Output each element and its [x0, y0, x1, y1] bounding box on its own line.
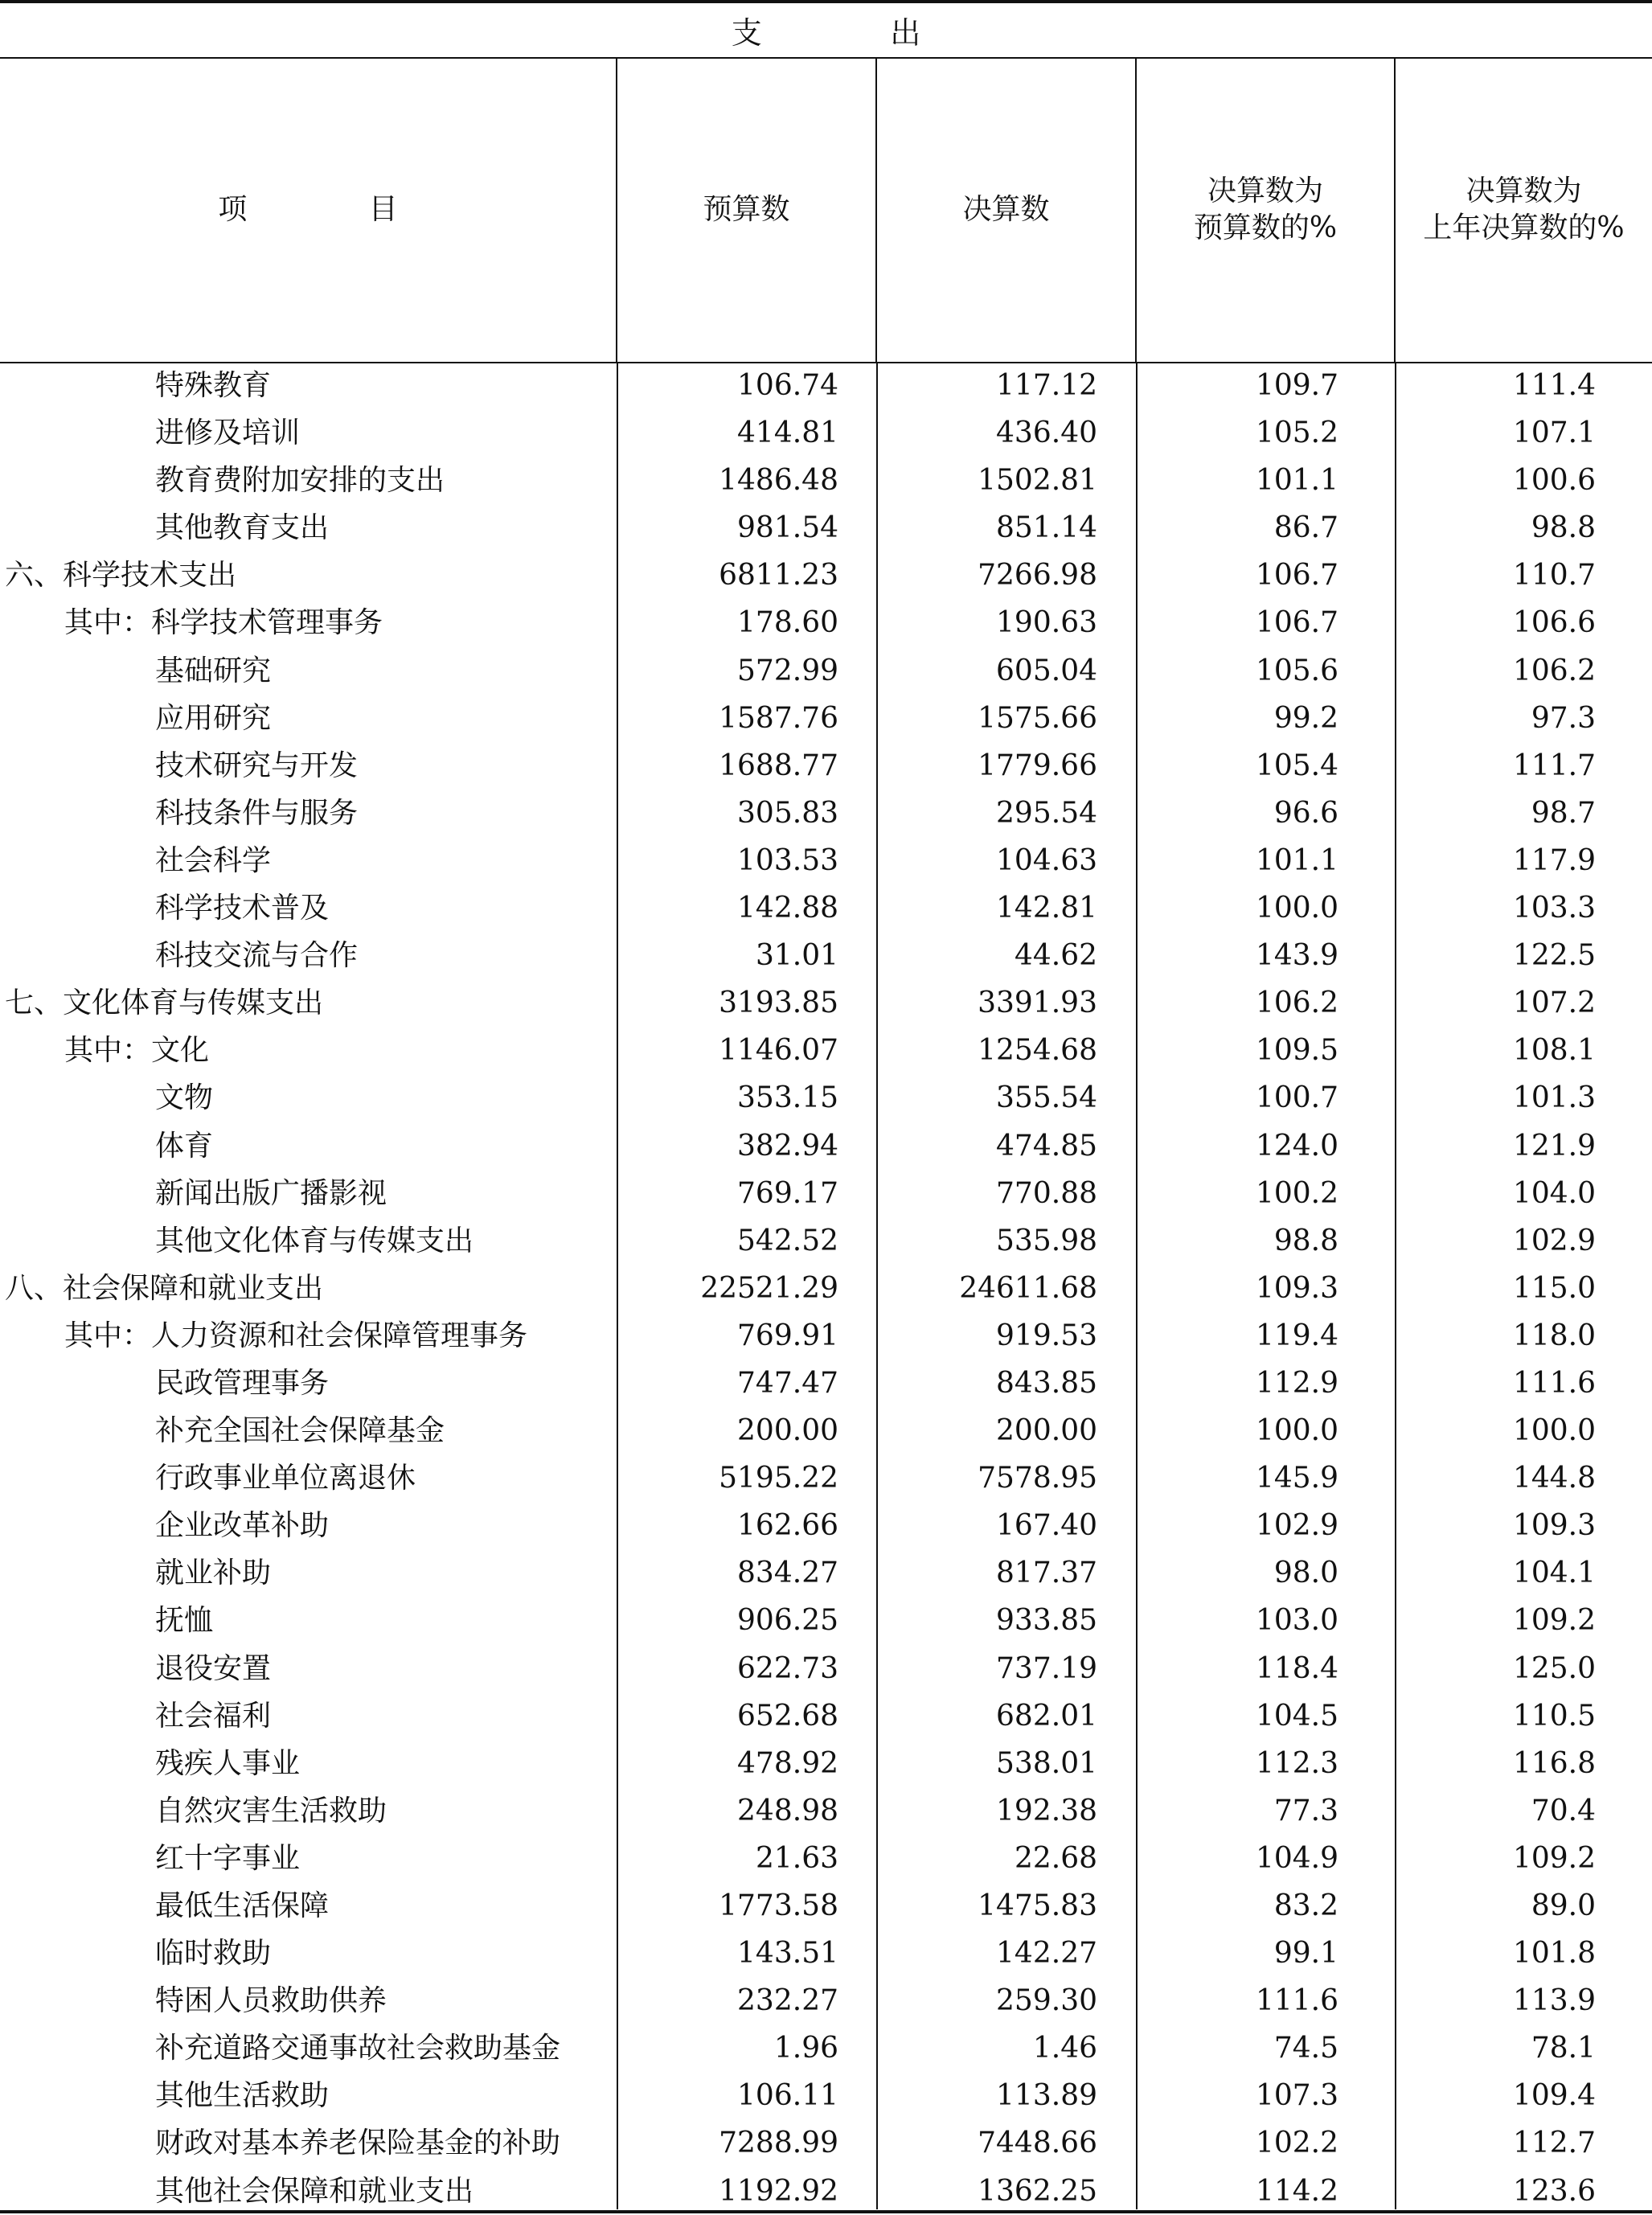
row-label-text: 补充道路交通事故社会救助基金 [155, 2032, 561, 2065]
row-label [155, 647, 271, 695]
cell-pct-budget: 98.0 [1273, 1557, 1338, 1590]
cell-budget: 21.63 [755, 1841, 838, 1875]
cell-pct-last-year: 106.2 [1512, 654, 1596, 687]
cell-budget: 305.83 [737, 796, 838, 830]
row-label [155, 2072, 329, 2119]
row-label-text: 自然灾害生活救助 [155, 1794, 387, 1827]
cell-final: 113.89 [996, 2079, 1097, 2113]
cell-final: 22.68 [1014, 1841, 1097, 1875]
row-label-text: 临时救助 [155, 1937, 272, 1971]
cell-pct-budget: 102.9 [1255, 1509, 1338, 1543]
cell-budget: 106.11 [737, 2079, 838, 2113]
cell-budget: 5195.22 [719, 1462, 838, 1495]
cell-pct-last-year: 103.3 [1512, 892, 1596, 925]
cell-pct-last-year: 112.7 [1512, 2127, 1596, 2160]
cell-pct-last-year: 104.1 [1512, 1557, 1596, 1590]
table-row [0, 1882, 1652, 1930]
cell-pct-last-year: 123.6 [1512, 2174, 1596, 2208]
cell-pct-budget: 101.1 [1255, 464, 1338, 498]
cell-pct-last-year: 109.2 [1512, 1841, 1596, 1875]
table-row [0, 2024, 1652, 2072]
cell-pct-last-year: 108.1 [1512, 1034, 1596, 1068]
cell-final: 474.85 [996, 1129, 1097, 1163]
cell-final: 538.01 [996, 1746, 1097, 1780]
table-row [0, 1835, 1652, 1882]
cell-pct-budget: 109.3 [1255, 1271, 1338, 1305]
cell-final: 7448.66 [978, 2127, 1097, 2160]
table-row [0, 884, 1652, 932]
row-label-text: 文化 [151, 1034, 210, 1068]
row-label [155, 695, 271, 742]
cell-pct-last-year: 78.1 [1531, 2032, 1596, 2065]
table-row [0, 2072, 1652, 2119]
table-row [0, 1074, 1652, 1122]
table-row [0, 2119, 1652, 2167]
table-body [0, 362, 1652, 2215]
cell-pct-last-year: 121.9 [1512, 1129, 1596, 1163]
cell-final: 200.00 [996, 1414, 1097, 1448]
row-label-text: 其他生活救助 [155, 2079, 330, 2113]
table-row [0, 1930, 1652, 1977]
row-label [155, 932, 358, 979]
row-label-text: 补充全国社会保障基金 [155, 1414, 445, 1448]
cell-budget: 31.01 [755, 939, 838, 973]
cell-pct-budget: 101.1 [1255, 843, 1338, 877]
cell-final: 737.19 [996, 1651, 1097, 1685]
cell-final: 190.63 [996, 606, 1097, 640]
cell-budget: 414.81 [737, 416, 838, 450]
cell-budget: 572.99 [737, 654, 838, 687]
cell-final: 192.38 [996, 1794, 1097, 1827]
row-label-text: 社会福利 [155, 1699, 272, 1733]
row-label-text: 科技条件与服务 [155, 796, 359, 830]
cell-pct-budget: 124.0 [1255, 1129, 1338, 1163]
cell-pct-last-year: 111.6 [1512, 1366, 1596, 1400]
cell-budget: 1486.48 [719, 464, 838, 498]
cell-final: 24611.68 [959, 1271, 1097, 1305]
cell-pct-last-year: 144.8 [1512, 1462, 1596, 1495]
row-label-text: 体育 [155, 1129, 214, 1163]
cell-budget: 1773.58 [719, 1889, 838, 1922]
section-title: 支 出 [731, 14, 970, 51]
cell-pct-budget: 112.9 [1255, 1366, 1338, 1400]
table-row [0, 695, 1652, 742]
table-row [0, 2168, 1652, 2215]
row-label [5, 979, 323, 1027]
header-pct-budget: 决算数为 预算数的% [1136, 58, 1395, 362]
row-label [155, 1170, 387, 1217]
cell-budget: 178.60 [737, 606, 838, 640]
cell-budget: 652.68 [737, 1699, 838, 1733]
cell-pct-last-year: 107.1 [1512, 416, 1596, 450]
row-label [155, 1930, 271, 1977]
cell-budget: 353.15 [737, 1081, 838, 1115]
cell-pct-budget: 109.7 [1255, 369, 1338, 402]
cell-pct-last-year: 113.9 [1512, 1984, 1596, 2018]
cell-pct-budget: 143.9 [1255, 939, 1338, 973]
cell-pct-last-year: 110.7 [1512, 559, 1596, 593]
header-pct-last-year: 决算数为 上年决算数的% [1395, 58, 1652, 362]
row-label-text: 进修及培训 [155, 416, 301, 450]
row-label-text: 就业补助 [155, 1557, 272, 1590]
row-label [155, 837, 271, 884]
row-label-text: 社会科学 [155, 843, 272, 877]
cell-pct-last-year: 89.0 [1531, 1889, 1596, 1922]
row-label [64, 1027, 209, 1074]
cell-final: 535.98 [996, 1224, 1097, 1257]
cell-pct-last-year: 107.2 [1512, 986, 1596, 1020]
row-label-text: 行政事业单位离退休 [155, 1462, 416, 1495]
row-label [155, 1597, 213, 1644]
cell-pct-budget: 106.7 [1255, 606, 1338, 640]
cell-pct-budget: 105.2 [1255, 416, 1338, 450]
cell-budget: 6811.23 [719, 559, 838, 593]
row-prefix: 其中： [64, 1034, 152, 1068]
cell-pct-last-year: 125.0 [1512, 1651, 1596, 1685]
row-label [155, 1217, 473, 1265]
table-row [0, 362, 1652, 409]
cell-final: 7266.98 [978, 559, 1097, 593]
cell-final: 933.85 [996, 1604, 1097, 1638]
row-label-text: 教育费附加安排的支出 [155, 464, 445, 498]
row-label [155, 1407, 445, 1454]
cell-final: 1779.66 [978, 749, 1097, 782]
table-row [0, 1027, 1652, 1074]
cell-pct-last-year: 100.0 [1512, 1414, 1596, 1448]
row-label-text: 民政管理事务 [155, 1366, 330, 1400]
cell-pct-last-year: 118.0 [1512, 1319, 1596, 1352]
cell-pct-budget: 99.2 [1273, 701, 1338, 735]
row-label-text: 残疾人事业 [155, 1746, 301, 1780]
row-label-text: 人力资源和社会保障管理事务 [151, 1319, 528, 1352]
cell-pct-budget: 105.4 [1255, 749, 1338, 782]
row-label [155, 2024, 560, 2072]
cell-pct-budget: 102.2 [1255, 2127, 1338, 2160]
cell-pct-last-year: 70.4 [1531, 1794, 1596, 1827]
cell-pct-last-year: 109.4 [1512, 2079, 1596, 2113]
cell-pct-last-year: 100.6 [1512, 464, 1596, 498]
row-label-text: 最低生活保障 [155, 1889, 330, 1922]
cell-budget: 1688.77 [719, 749, 838, 782]
cell-budget: 769.17 [737, 1176, 838, 1210]
row-label [155, 409, 300, 457]
table-row [0, 1502, 1652, 1549]
row-label [5, 552, 236, 599]
table-row [0, 979, 1652, 1027]
cell-pct-budget: 100.7 [1255, 1081, 1338, 1115]
row-label [155, 1692, 271, 1740]
row-label-text: 其他社会保障和就业支出 [155, 2174, 474, 2208]
row-label [155, 1122, 213, 1170]
table-row [0, 1645, 1652, 1692]
row-label [155, 742, 358, 790]
row-label-text: 财政对基本养老保险基金的补助 [155, 2127, 561, 2160]
cell-pct-budget: 74.5 [1273, 2032, 1338, 2065]
row-label [155, 1360, 329, 1407]
row-label [64, 599, 383, 646]
cell-budget: 906.25 [737, 1604, 838, 1638]
cell-final: 770.88 [996, 1176, 1097, 1210]
cell-budget: 200.00 [737, 1414, 838, 1448]
row-label [155, 1502, 329, 1549]
cell-pct-budget: 107.3 [1255, 2079, 1338, 2113]
cell-budget: 143.51 [737, 1937, 838, 1971]
cell-budget: 22521.29 [700, 1271, 838, 1305]
table-row [0, 1122, 1652, 1170]
cell-pct-budget: 145.9 [1255, 1462, 1338, 1495]
table-row [0, 1360, 1652, 1407]
table-row [0, 1407, 1652, 1454]
cell-pct-budget: 112.3 [1255, 1746, 1338, 1780]
cell-final: 1254.68 [978, 1034, 1097, 1068]
cell-final: 259.30 [996, 1984, 1097, 2018]
cell-budget: 1192.92 [719, 2174, 838, 2208]
row-label [64, 1312, 527, 1360]
row-label [155, 1740, 300, 1787]
row-label-text: 基础研究 [155, 654, 272, 687]
cell-pct-last-year: 102.9 [1512, 1224, 1596, 1257]
table-row [0, 1977, 1652, 2024]
table-row [0, 932, 1652, 979]
header-budget: 预算数 [617, 58, 876, 362]
cell-budget: 1587.76 [719, 701, 838, 735]
cell-pct-last-year: 98.8 [1531, 511, 1596, 545]
cell-budget: 142.88 [737, 892, 838, 925]
cell-pct-last-year: 98.7 [1531, 796, 1596, 830]
table-row [0, 1740, 1652, 1787]
table-row [0, 790, 1652, 837]
cell-pct-last-year: 111.7 [1512, 749, 1596, 782]
table-row [0, 552, 1652, 599]
table-header [0, 58, 1652, 362]
cell-final: 167.40 [996, 1509, 1097, 1543]
row-label [155, 1835, 300, 1882]
row-label [155, 457, 445, 504]
cell-pct-last-year: 117.9 [1512, 843, 1596, 877]
table-row [0, 1549, 1652, 1597]
table-row [0, 1170, 1652, 1217]
table-row [0, 1454, 1652, 1502]
table-row [0, 1597, 1652, 1644]
cell-pct-budget: 109.5 [1255, 1034, 1338, 1068]
cell-final: 7578.95 [978, 1462, 1097, 1495]
cell-pct-budget: 119.4 [1255, 1319, 1338, 1352]
row-label [155, 1454, 416, 1502]
cell-budget: 382.94 [737, 1129, 838, 1163]
row-label-text: 其他教育支出 [155, 511, 330, 545]
table-row [0, 457, 1652, 504]
row-prefix: 其中： [64, 1319, 152, 1352]
table-row [0, 1217, 1652, 1265]
cell-budget: 248.98 [737, 1794, 838, 1827]
row-label-text: 八、社会保障和就业支出 [5, 1271, 324, 1305]
cell-budget: 232.27 [737, 1984, 838, 2018]
cell-pct-budget: 114.2 [1255, 2174, 1338, 2208]
cell-final: 682.01 [996, 1699, 1097, 1733]
cell-budget: 981.54 [737, 511, 838, 545]
row-label [155, 1645, 271, 1692]
cell-final: 295.54 [996, 796, 1097, 830]
cell-final: 1475.83 [978, 1889, 1097, 1922]
row-label-text: 其他文化体育与传媒支出 [155, 1224, 474, 1257]
row-label-text: 科技交流与合作 [155, 939, 359, 973]
row-label [155, 1977, 387, 2024]
cell-final: 436.40 [996, 416, 1097, 450]
row-label-text: 退役安置 [155, 1651, 272, 1685]
cell-pct-budget: 77.3 [1273, 1794, 1338, 1827]
cell-pct-last-year: 111.4 [1512, 369, 1596, 402]
cell-budget: 103.53 [737, 843, 838, 877]
table-row [0, 1312, 1652, 1360]
cell-final: 843.85 [996, 1366, 1097, 1400]
cell-final: 1.46 [1032, 2032, 1097, 2065]
cell-pct-last-year: 97.3 [1531, 701, 1596, 735]
row-label-text: 七、文化体育与传媒支出 [5, 986, 324, 1020]
row-label [155, 362, 271, 409]
cell-final: 44.62 [1014, 939, 1097, 973]
cell-pct-last-year: 106.6 [1512, 606, 1596, 640]
cell-budget: 106.74 [737, 369, 838, 402]
cell-pct-budget: 111.6 [1255, 1984, 1338, 2018]
table-row [0, 647, 1652, 695]
header-final: 决算数 [876, 58, 1136, 362]
cell-final: 851.14 [996, 511, 1097, 545]
cell-pct-last-year: 110.5 [1512, 1699, 1596, 1733]
cell-final: 605.04 [996, 654, 1097, 687]
row-label-text: 特殊教育 [155, 369, 272, 402]
row-label [155, 1787, 387, 1835]
cell-pct-budget: 99.1 [1273, 1937, 1338, 1971]
cell-final: 104.63 [996, 843, 1097, 877]
cell-pct-last-year: 122.5 [1512, 939, 1596, 973]
cell-pct-last-year: 101.8 [1512, 1937, 1596, 1971]
cell-budget: 162.66 [737, 1509, 838, 1543]
cell-final: 1362.25 [978, 2174, 1097, 2208]
cell-pct-budget: 104.5 [1255, 1699, 1338, 1733]
cell-budget: 747.47 [737, 1366, 838, 1400]
row-label-text: 应用研究 [155, 701, 272, 735]
row-label [155, 1882, 329, 1930]
cell-pct-budget: 83.2 [1273, 1889, 1338, 1922]
header-item: 项 目 [218, 193, 445, 226]
table-row [0, 504, 1652, 552]
table-row [0, 599, 1652, 646]
cell-final: 142.81 [996, 892, 1097, 925]
row-label-text: 特困人员救助供养 [155, 1984, 387, 2018]
table-row [0, 1265, 1652, 1312]
row-label-text: 企业改革补助 [155, 1509, 330, 1543]
cell-pct-budget: 105.6 [1255, 654, 1338, 687]
table-row [0, 1787, 1652, 1835]
row-label-text: 文物 [155, 1081, 214, 1115]
cell-pct-budget: 106.7 [1255, 559, 1338, 593]
cell-budget: 1146.07 [719, 1034, 838, 1068]
row-label [155, 504, 329, 552]
cell-pct-budget: 100.0 [1255, 1414, 1338, 1448]
cell-budget: 478.92 [737, 1746, 838, 1780]
cell-final: 1575.66 [978, 701, 1097, 735]
cell-pct-budget: 103.0 [1255, 1604, 1338, 1638]
row-label-text: 抚恤 [155, 1604, 214, 1638]
cell-pct-budget: 86.7 [1273, 511, 1338, 545]
cell-budget: 769.91 [737, 1319, 838, 1352]
cell-budget: 7288.99 [719, 2127, 838, 2160]
cell-budget: 622.73 [737, 1651, 838, 1685]
table-row [0, 1692, 1652, 1740]
row-label-text: 科学技术管理事务 [151, 606, 383, 640]
table-row [0, 742, 1652, 790]
cell-pct-last-year: 109.3 [1512, 1509, 1596, 1543]
row-label [155, 2168, 473, 2215]
table-row [0, 837, 1652, 884]
cell-pct-budget: 104.9 [1255, 1841, 1338, 1875]
cell-pct-budget: 100.0 [1255, 892, 1338, 925]
cell-final: 1502.81 [978, 464, 1097, 498]
cell-budget: 834.27 [737, 1557, 838, 1590]
cell-budget: 542.52 [737, 1224, 838, 1257]
row-prefix: 其中： [64, 606, 152, 640]
row-label-text: 六、科学技术支出 [5, 559, 237, 593]
cell-final: 817.37 [996, 1557, 1097, 1590]
cell-pct-last-year: 115.0 [1512, 1271, 1596, 1305]
cell-final: 3391.93 [978, 986, 1097, 1020]
bottom-rule [0, 2210, 1652, 2213]
row-label-text: 科学技术普及 [155, 892, 330, 925]
cell-final: 919.53 [996, 1319, 1097, 1352]
cell-pct-budget: 106.2 [1255, 986, 1338, 1020]
cell-final: 142.27 [996, 1937, 1097, 1971]
cell-pct-budget: 118.4 [1255, 1651, 1338, 1685]
cell-pct-budget: 96.6 [1273, 796, 1338, 830]
row-label [155, 2119, 560, 2167]
cell-pct-last-year: 116.8 [1512, 1746, 1596, 1780]
cell-final: 117.12 [996, 369, 1097, 402]
cell-pct-budget: 98.8 [1273, 1224, 1338, 1257]
cell-pct-last-year: 104.0 [1512, 1176, 1596, 1210]
row-label [5, 1265, 323, 1312]
cell-final: 355.54 [996, 1081, 1097, 1115]
cell-pct-last-year: 109.2 [1512, 1604, 1596, 1638]
row-label [155, 1549, 271, 1597]
cell-pct-budget: 100.2 [1255, 1176, 1338, 1210]
table-row [0, 409, 1652, 457]
row-label-text: 红十字事业 [155, 1841, 301, 1875]
cell-budget: 1.96 [773, 2032, 838, 2065]
cell-pct-last-year: 101.3 [1512, 1081, 1596, 1115]
row-label [155, 790, 358, 837]
row-label [155, 884, 329, 932]
cell-budget: 3193.85 [719, 986, 838, 1020]
row-label-text: 技术研究与开发 [155, 749, 359, 782]
row-label [155, 1074, 213, 1122]
row-label-text: 新闻出版广播影视 [155, 1176, 387, 1210]
